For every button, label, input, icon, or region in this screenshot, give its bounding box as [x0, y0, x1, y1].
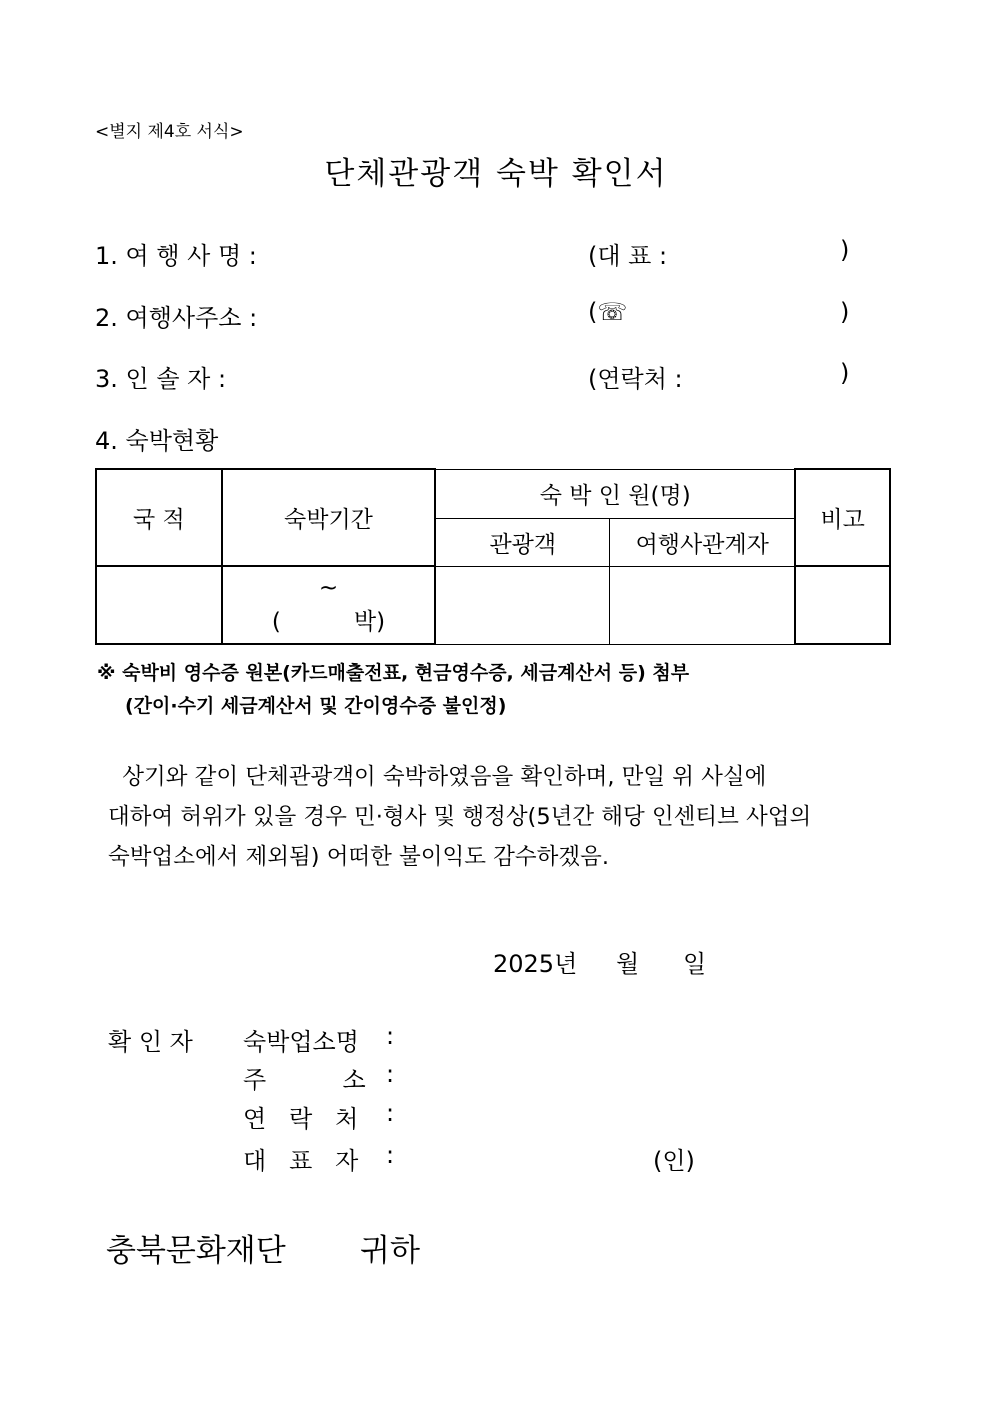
- addressee-honorific: 귀하: [360, 1233, 420, 1269]
- period-tilde: ~: [318, 575, 339, 601]
- confirmer-colon: :: [386, 1060, 395, 1088]
- header-agency-staff: 여행사관계자: [610, 518, 795, 566]
- field-close-paren: ): [840, 236, 850, 264]
- date-day: 일: [683, 950, 707, 978]
- header-period: 숙박기간: [222, 469, 436, 566]
- header-tourists: 관광객: [435, 518, 609, 566]
- period-nights: ( 박): [271, 609, 386, 635]
- confirmer-colon: :: [386, 1022, 395, 1050]
- date-month: 월: [616, 950, 640, 978]
- date-line: [493, 944, 577, 979]
- field-close-paren: ): [840, 298, 850, 326]
- addressee-organization: 충북문화재단: [106, 1233, 286, 1269]
- header-nationality: 국 적: [96, 469, 222, 566]
- field-label: 3. 인 솔 자 :: [95, 365, 227, 393]
- header-guest-count: 숙 박 인 원(명): [435, 469, 795, 518]
- cell-agency-staff[interactable]: [610, 566, 795, 644]
- phone-icon-label: (☏: [588, 298, 628, 326]
- field-label: 1. 여 행 사 명 :: [95, 242, 257, 270]
- confirmer-contact-label: 연 락 처: [243, 1105, 359, 1133]
- date-year: 2025년: [493, 950, 578, 978]
- section-lodging-status: 4. 숙박현황: [95, 427, 219, 455]
- cell-period[interactable]: [222, 566, 436, 644]
- field-close-paren: ): [840, 359, 850, 387]
- field-label: 2. 여행사주소 :: [95, 304, 258, 332]
- cell-remarks[interactable]: [795, 566, 890, 644]
- seal-mark: (인): [653, 1147, 695, 1175]
- header-remarks: 비고: [795, 469, 890, 566]
- confirmer-address-label: 주 소: [243, 1066, 366, 1094]
- receipt-note: ※ 숙박비 영수증 원본(카드매출전표, 현금영수증, 세금계산서 등) 첨부: [97, 662, 690, 684]
- statement-paragraph: [108, 757, 893, 877]
- field-contact-label: (연락처 :: [588, 365, 683, 393]
- statement-line: 대하여 허위가 있을 경우 민·형사 및 행정상(5년간 해당 인센티브 사업의: [108, 804, 812, 830]
- confirmer-colon: :: [386, 1099, 395, 1127]
- field-representative-label: (대 표 :: [588, 242, 668, 270]
- confirmer-colon: :: [386, 1141, 395, 1169]
- lodging-table: [95, 468, 891, 645]
- confirmer-heading: 확 인 자: [108, 1028, 193, 1056]
- form-number: <별지 제4호 서식>: [95, 122, 244, 142]
- receipt-note-exclusion: (간이·수기 세금계산서 및 간이영수증 불인정): [125, 695, 507, 717]
- confirmer-representative-label: 대 표 자: [243, 1147, 359, 1175]
- document-title: 단체관광객 숙박 확인서: [324, 156, 668, 192]
- confirmer-business-name-label: 숙박업소명: [243, 1028, 359, 1056]
- statement-line: 숙박업소에서 제외됨) 어떠한 불이익도 감수하겠음.: [108, 844, 609, 870]
- cell-nationality[interactable]: [96, 566, 222, 644]
- cell-tourists[interactable]: [435, 566, 609, 644]
- statement-line: 상기와 같이 단체관광객이 숙박하였음을 확인하며, 만일 위 사실에: [108, 764, 767, 790]
